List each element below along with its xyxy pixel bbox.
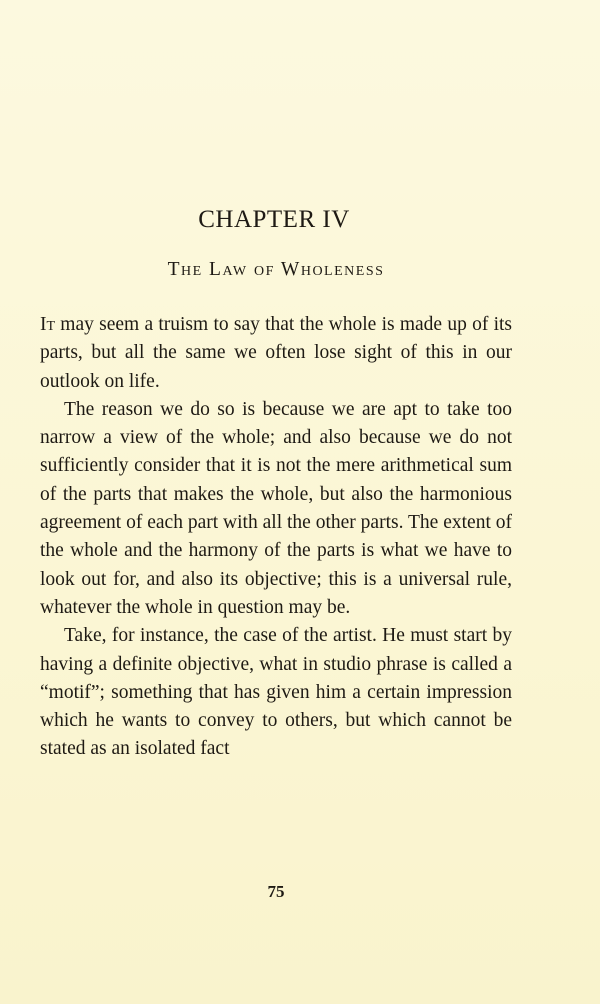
- body-text: [40, 311, 512, 764]
- paragraph-3: [40, 622, 512, 763]
- paragraph-2: [40, 396, 512, 622]
- paragraph-text: Take, for instance, the case of the artist. He must start by having a definite objective, what in studio phrase is called a “motif”; something that has given him a certain impression which he wants to convey to others, but which cannot be stated as an isolated fact: [40, 625, 512, 760]
- page-number: 75: [267, 882, 285, 901]
- paragraph-text: The reason we do so is because we are apt to take too narrow a view of the whole; and also because we do not sufficiently consider that it is not the mere arithmetical sum of the parts that makes the whole, but also the harmonious agreement of each part with all the other parts. The extent of the whole and the harmony of the parts is what we have to look out for, and also its objective; this is a universal rule, whatever the whole in question may be.: [40, 398, 512, 618]
- paragraph-text: may seem a truism to say that the whole is made up of its parts, but all the same we often lose sight of this in our outlook on life.: [40, 314, 512, 392]
- chapter-heading: CHAPTER IV: [198, 206, 350, 233]
- chapter-subtitle: The Law of Wholeness: [167, 259, 385, 280]
- paragraph-lead-word: It: [40, 314, 56, 335]
- paragraph-1: [40, 311, 512, 396]
